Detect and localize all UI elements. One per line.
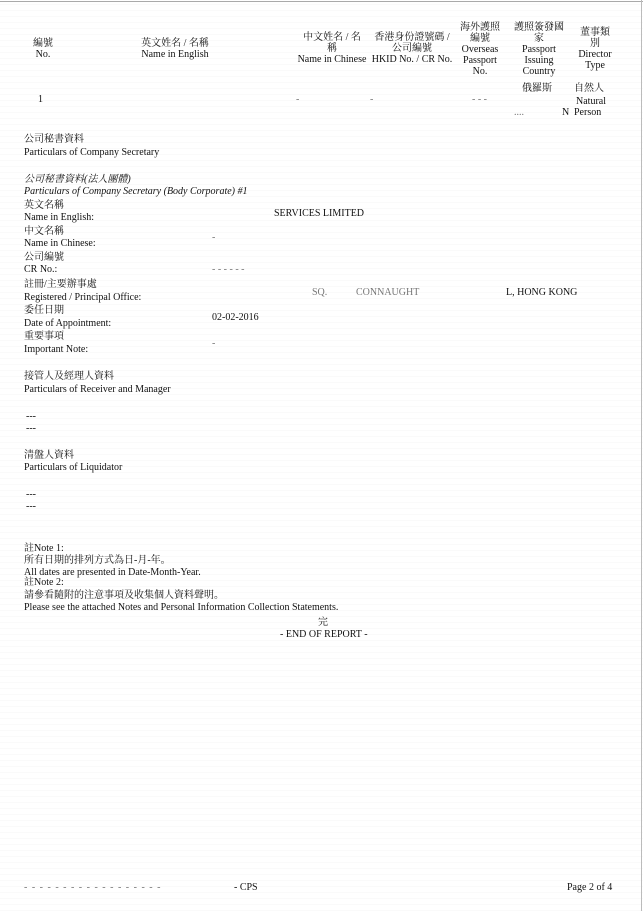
header-hkid	[369, 32, 455, 65]
row-name-cn: -	[296, 94, 300, 105]
note2-en: Please see the attached Notes and Personal Information Collection Statements.	[24, 602, 339, 613]
name-en-label-cn: 英文名稱	[24, 200, 64, 211]
header-name-cn-l3: Name in Chinese	[297, 54, 367, 65]
header-type-l1: 董事類	[580, 27, 610, 38]
name-en-label-en: Name in English:	[24, 212, 94, 223]
header-passport-l4: Passport	[463, 55, 497, 66]
row-issuing-en: ....	[514, 107, 524, 118]
corp-secretary-heading-cn: 公司秘書資料(法人團體)	[24, 174, 131, 185]
row-type-en1: Natural	[576, 96, 606, 107]
office-value-3: L, HONG KONG	[506, 287, 578, 298]
row-no: 1	[38, 94, 43, 105]
receiver-dash-1: ---	[26, 411, 36, 422]
end-cn: 完	[318, 617, 328, 628]
header-name-en-cn: 英文姓名 / 名稱	[141, 38, 209, 49]
liquidator-heading-cn: 清盤人資料	[24, 450, 74, 461]
header-issuing-l5: Country	[522, 66, 556, 77]
secretary-heading-en: Particulars of Company Secretary	[24, 147, 160, 158]
note1-en: All dates are presented in Date-Month-Year.	[24, 567, 201, 578]
header-passport-l2: 編號	[470, 33, 490, 44]
footer-redacted: - - - - - - - - - - - - - - - - - -	[24, 882, 162, 893]
name-cn-value: -	[212, 232, 216, 243]
receiver-dash-2: ---	[26, 423, 36, 434]
footer-left: - CPS	[234, 882, 258, 893]
header-name-cn-l1: 中文姓名 / 名	[303, 32, 361, 43]
header-no	[26, 38, 60, 60]
name-cn-label-cn: 中文名稱	[24, 226, 64, 237]
corp-secretary-heading-en: Particulars of Company Secretary (Body Corporate) #1	[24, 186, 248, 197]
header-type	[572, 27, 618, 71]
top-border	[0, 1, 643, 2]
liquidator-dash-1: ---	[26, 489, 36, 500]
note1-cn: 所有日期的排列方式為日-月-年。	[24, 555, 171, 566]
appoint-value: 02-02-2016	[212, 312, 259, 323]
name-cn-label-en: Name in Chinese:	[24, 238, 96, 249]
header-no-en: No.	[35, 49, 51, 60]
header-hkid-l3: HKID No. / CR No.	[371, 54, 453, 65]
header-issuing-l1: 護照簽發國	[514, 22, 564, 33]
header-hkid-l1: 香港身份證號碼 /	[374, 32, 450, 43]
header-name-cn-l2: 稱	[327, 43, 337, 54]
note-value: -	[212, 338, 216, 349]
header-type-l4: Type	[585, 60, 605, 71]
office-label-en: Registered / Principal Office:	[24, 292, 142, 303]
right-border	[641, 0, 642, 911]
appoint-label-cn: 委任日期	[24, 305, 64, 316]
row-type-cn: 自然人	[574, 83, 604, 94]
header-no-cn: 編號	[33, 38, 53, 49]
note1-title: 註Note 1:	[24, 543, 64, 554]
name-en-value: SERVICES LIMITED	[274, 208, 365, 219]
header-type-l2: 別	[590, 38, 600, 49]
appoint-label-en: Date of Appointment:	[24, 318, 112, 329]
cr-label-cn: 公司編號	[24, 252, 64, 263]
liquidator-heading-en: Particulars of Liquidator	[24, 462, 123, 473]
end-en: - END OF REPORT -	[280, 629, 368, 640]
header-passport-l3: Overseas	[461, 44, 499, 55]
header-type-l3: Director	[578, 49, 612, 60]
cr-label-en: CR No.:	[24, 264, 58, 275]
header-passport	[456, 22, 504, 77]
office-label-cn: 註冊/主要辦事處	[24, 279, 97, 290]
liquidator-dash-2: ---	[26, 501, 36, 512]
receiver-heading-cn: 接管人及經理人資料	[24, 371, 114, 382]
note2-title: 註Note 2:	[24, 577, 64, 588]
cr-value: - - - - - -	[212, 264, 245, 275]
header-passport-l1: 海外護照	[460, 22, 500, 33]
row-type-prefix: N	[562, 107, 570, 118]
footer-page: Page 2 of 4	[567, 882, 613, 893]
header-hkid-l2: 公司編號	[392, 43, 432, 54]
row-hkid: -	[370, 94, 374, 105]
office-value-2: CONNAUGHT	[356, 287, 420, 298]
row-passport: - - -	[472, 94, 487, 105]
note-label-en: Important Note:	[24, 344, 89, 355]
note-label-cn: 重要事項	[24, 331, 64, 342]
header-passport-l5: No.	[472, 66, 488, 77]
receiver-heading-en: Particulars of Receiver and Manager	[24, 384, 171, 395]
note2-cn: 請參看隨附的注意事項及收集個人資料聲明。	[24, 590, 224, 601]
header-name-en-en: Name in English	[141, 49, 209, 60]
header-name-cn	[296, 32, 368, 65]
header-issuing-l4: Issuing	[524, 55, 554, 66]
row-issuing-cn: 俄羅斯	[522, 83, 552, 94]
header-issuing	[510, 22, 568, 77]
header-issuing-l3: Passport	[522, 44, 556, 55]
header-issuing-l2: 家	[534, 33, 544, 44]
office-value-1: SQ.	[312, 287, 328, 298]
secretary-heading-cn: 公司秘書資料	[24, 134, 84, 145]
row-type-en2: Person	[574, 107, 602, 118]
header-name-en	[120, 38, 230, 60]
